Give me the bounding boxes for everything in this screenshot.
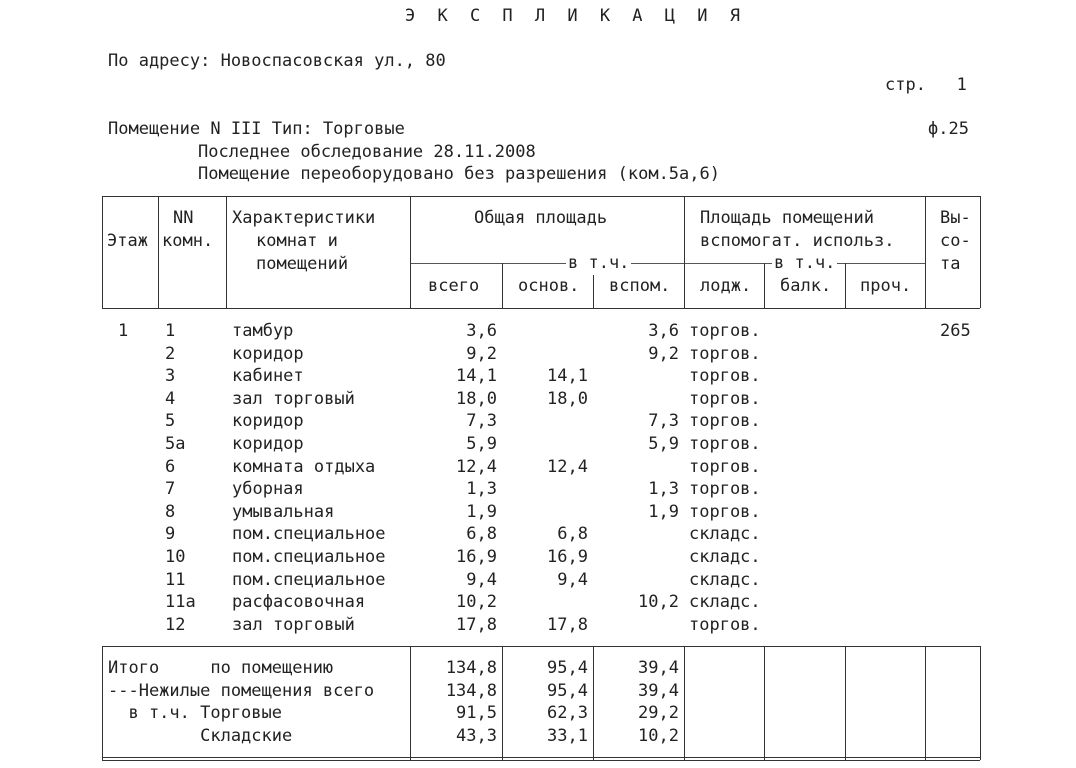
cell-main: 16,9: [547, 547, 588, 567]
cell-purpose: складс.: [689, 524, 761, 545]
rule: [764, 263, 765, 308]
rule: [502, 263, 503, 308]
header-total-area: Общая площадь: [474, 208, 608, 228]
cell-aux: 3,6: [648, 321, 679, 341]
header-loggia: лодж.: [700, 276, 752, 296]
header-characteristics: комнат и: [256, 231, 338, 251]
rule: [102, 308, 980, 309]
cell-room-no: 9: [165, 524, 176, 545]
cell-purpose: торгов.: [689, 434, 761, 454]
cell-main: 6,8: [557, 524, 588, 545]
cell-purpose: торгов.: [689, 411, 761, 432]
cell-main: 17,8: [547, 614, 588, 635]
cell-room-no: 10: [165, 547, 186, 567]
rule: [158, 196, 159, 308]
header-other: проч.: [860, 276, 912, 296]
cell-purpose: торгов.: [689, 479, 761, 500]
rule: [684, 646, 685, 760]
cell-room-no: 11: [165, 569, 186, 590]
cell-main: 12,4: [547, 456, 588, 477]
cell-room-name: кабинет: [232, 366, 304, 387]
header-aux-area: Площадь помещений: [700, 208, 874, 228]
totals-label: ---Нежилые помещения всего: [108, 680, 375, 701]
header-aux-area: вспомогат. использ.: [700, 231, 895, 251]
rule: [980, 196, 981, 308]
cell-room-name: коридор: [232, 411, 304, 432]
rule: [925, 196, 926, 308]
rule: [845, 646, 846, 760]
page-number: стр. 1: [885, 75, 967, 95]
cell-aux: 1,3: [648, 479, 679, 500]
cell-purpose: торгов.: [689, 501, 761, 522]
cell-purpose: торгов.: [689, 614, 761, 635]
rule: [102, 196, 980, 197]
cell-main: 14,1: [547, 366, 588, 387]
cell-total: 1,3: [466, 479, 497, 500]
rule: [102, 757, 980, 758]
header-balcony: балк.: [780, 276, 832, 296]
header-height: со-: [940, 231, 971, 251]
cell-total: 16,9: [456, 547, 497, 567]
address-line: По адресу: Новоспасовская ул., 80: [108, 51, 446, 71]
rule: [102, 760, 980, 761]
form-code: ф.25: [928, 119, 969, 139]
cell-purpose: складс.: [689, 592, 761, 613]
cell-room-no: 5а: [165, 434, 186, 454]
rule: [102, 196, 103, 308]
rule: [684, 196, 685, 308]
cell-room-name: комната отдыха: [232, 456, 376, 477]
cell-room-name: пом.специальное: [232, 524, 386, 545]
header-aux: вспом.: [609, 276, 671, 296]
cell-purpose: торгов.: [689, 456, 761, 477]
cell-aux: 1,9: [648, 501, 679, 522]
totals-main: 95,4: [547, 680, 588, 701]
rule: [226, 196, 227, 308]
cell-room-no: 2: [165, 343, 176, 364]
header-total: всего: [428, 276, 480, 296]
last-survey-line: Последнее обследование 28.11.2008: [198, 142, 536, 162]
cell-room-name: пом.специальное: [232, 569, 386, 590]
cell-aux: 5,9: [648, 434, 679, 454]
header-characteristics: помещений: [256, 254, 349, 274]
cell-room-no: 12: [165, 614, 186, 635]
cell-total: 7,3: [466, 411, 497, 432]
cell-room-name: умывальная: [232, 501, 335, 522]
rule: [102, 646, 103, 760]
cell-total: 6,8: [466, 524, 497, 545]
totals-label: Итого по помещению: [108, 658, 334, 678]
cell-room-name: пом.специальное: [232, 547, 386, 567]
cell-room-no: 8: [165, 501, 176, 522]
cell-room-name: коридор: [232, 434, 304, 454]
header-incl2: в т.ч.: [774, 253, 836, 273]
totals-aux: 39,4: [638, 658, 679, 678]
rule: [845, 263, 846, 308]
rule: [410, 196, 411, 308]
cell-height: 265: [940, 321, 971, 341]
cell-aux: 7,3: [648, 411, 679, 432]
totals-main: 33,1: [547, 725, 588, 746]
cell-room-no: 11а: [165, 592, 196, 613]
cell-purpose: торгов.: [689, 388, 761, 409]
cell-room-no: 1: [165, 321, 176, 341]
rule: [925, 646, 926, 760]
header-room-no: комн.: [162, 231, 214, 251]
cell-purpose: торгов.: [689, 343, 761, 364]
premises-line: Помещение N III Тип: Торговые: [108, 119, 405, 139]
cell-purpose: складс.: [689, 547, 761, 567]
totals-label: в т.ч. Торговые: [108, 703, 282, 724]
cell-total: 17,8: [456, 614, 497, 635]
header-height: та: [940, 254, 961, 274]
cell-purpose: складс.: [689, 569, 761, 590]
rule: [102, 646, 980, 647]
cell-purpose: торгов.: [689, 321, 761, 341]
totals-total: 91,5: [456, 703, 497, 724]
cell-aux: 9,2: [648, 343, 679, 364]
header-main: основ.: [518, 276, 580, 296]
remark-line: Помещение переоборудовано без разрешения (ком.5а,6): [198, 164, 720, 184]
cell-total: 12,4: [456, 456, 497, 477]
cell-total: 14,1: [456, 366, 497, 387]
cell-floor: 1: [118, 321, 129, 341]
cell-main: 18,0: [547, 388, 588, 409]
cell-purpose: торгов.: [689, 366, 761, 387]
totals-aux: 39,4: [638, 680, 679, 701]
document-title: Э К С П Л И К А Ц И Я: [405, 6, 746, 26]
totals-main: 62,3: [547, 703, 588, 724]
cell-total: 9,2: [466, 343, 497, 364]
totals-total: 43,3: [456, 725, 497, 746]
cell-room-name: зал торговый: [232, 388, 355, 409]
rule: [410, 263, 925, 264]
cell-total: 10,2: [456, 592, 497, 613]
cell-room-name: коридор: [232, 343, 304, 364]
header-characteristics: Характеристики: [232, 208, 376, 228]
totals-label: Складские: [108, 725, 293, 746]
totals-total: 134,8: [445, 658, 497, 678]
cell-total: 18,0: [456, 388, 497, 409]
cell-room-no: 5: [165, 411, 176, 432]
cell-room-no: 7: [165, 479, 176, 500]
header-height: Вы-: [940, 208, 971, 228]
cell-total: 5,9: [466, 434, 497, 454]
rule: [980, 646, 981, 760]
totals-aux: 10,2: [638, 725, 679, 746]
cell-room-no: 3: [165, 366, 176, 387]
cell-room-name: зал торговый: [232, 614, 355, 635]
cell-room-no: 4: [165, 388, 176, 409]
totals-main: 95,4: [547, 658, 588, 678]
header-incl: в т.ч.: [568, 253, 630, 273]
cell-total: 3,6: [466, 321, 497, 341]
header-room-no: NN: [173, 208, 194, 228]
totals-total: 134,8: [445, 680, 497, 701]
cell-total: 9,4: [466, 569, 497, 590]
rule: [764, 646, 765, 760]
header-floor: Этаж: [107, 231, 148, 251]
cell-room-name: уборная: [232, 479, 304, 500]
cell-room-no: 6: [165, 456, 176, 477]
cell-main: 9,4: [557, 569, 588, 590]
cell-room-name: тамбур: [232, 321, 294, 341]
cell-total: 1,9: [466, 501, 497, 522]
totals-aux: 29,2: [638, 703, 679, 724]
cell-room-name: расфасовочная: [232, 592, 366, 613]
cell-aux: 10,2: [638, 592, 679, 613]
